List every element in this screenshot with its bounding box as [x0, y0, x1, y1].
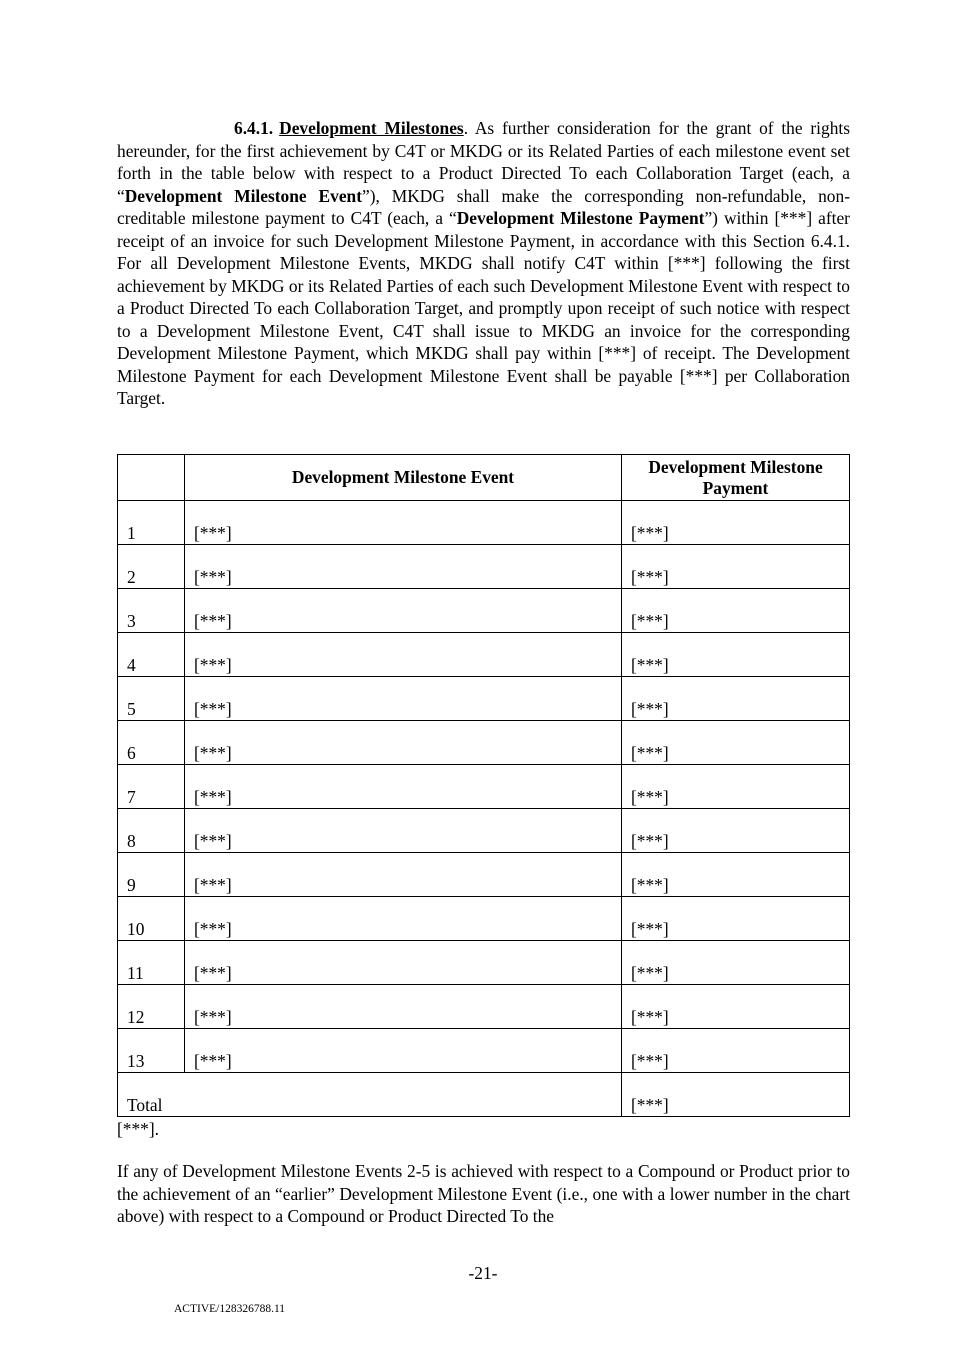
page-number: -21- [468, 1263, 498, 1283]
row-number: 1 [118, 501, 185, 545]
row-event: [***] [185, 633, 622, 677]
row-payment: [***] [622, 897, 850, 941]
table-total-row [118, 1073, 850, 1117]
table-row [118, 985, 850, 1029]
milestones-table [117, 454, 850, 1117]
row-payment: [***] [622, 941, 850, 985]
header-payment: Development Milestone Payment [622, 455, 850, 501]
paragraph-text: ”) within [***] after receipt of an invoice for such Development Milestone Payment, in accordance with this Section 6.4.1. For all Development Milestone Events, MKDG shall notify C4T within [***] following the first achievement by MKDG or its Related Parties of each such Development Milestone Event with respect to a Product Directed To each Collaboration Target, and promptly upon receipt of such notice with respect to a Development Milestone Event, C4T shall issue to MKDG an invoice for the corresponding Development Milestone Payment, which MKDG shall pay within [***] of receipt. The Development Milestone Payment for each Development Milestone Event shall be payable [***] per Collaboration Target. [117, 208, 850, 408]
row-payment: [***] [622, 677, 850, 721]
table-row [118, 589, 850, 633]
paragraph-text: ”), MKDG shall make the corresponding non-refundable, non-creditable milestone payment to C4T (each, a “ [117, 185, 850, 228]
table-row [118, 941, 850, 985]
table-row [118, 677, 850, 721]
section-number: 6.4.1. [234, 118, 274, 138]
row-number: 11 [118, 941, 185, 985]
table-row [118, 897, 850, 941]
row-payment: [***] [622, 501, 850, 545]
defined-term-payment: Development Milestone Payment [456, 208, 705, 228]
row-payment: [***] [622, 1029, 850, 1073]
row-event: [***] [185, 677, 622, 721]
row-event: [***] [185, 809, 622, 853]
row-event: [***] [185, 853, 622, 897]
table-row [118, 1029, 850, 1073]
row-number: 8 [118, 809, 185, 853]
row-event: [***] [185, 501, 622, 545]
table-body [118, 501, 850, 1117]
row-payment: [***] [622, 985, 850, 1029]
row-event: [***] [185, 545, 622, 589]
paragraph-text: . As further consideration for the grant of the rights hereunder, for the first achievement by C4T or MKDG or its Related Parties of each milestone event set forth in the table below with respect to a Product Directed To each Collaboration Target (each, a “ [117, 118, 850, 206]
row-event: [***] [185, 765, 622, 809]
header-event: Development Milestone Event [185, 455, 622, 501]
row-payment: [***] [622, 853, 850, 897]
row-payment: [***] [622, 809, 850, 853]
row-number: 4 [118, 633, 185, 677]
row-event: [***] [185, 897, 622, 941]
row-number: 9 [118, 853, 185, 897]
row-number: 12 [118, 985, 185, 1029]
table-header-row [118, 455, 850, 501]
row-event: [***] [185, 589, 622, 633]
table-row [118, 721, 850, 765]
section-paragraph [117, 117, 850, 410]
row-event: [***] [185, 941, 622, 985]
table-row [118, 545, 850, 589]
row-payment: [***] [622, 633, 850, 677]
row-number: 3 [118, 589, 185, 633]
table-row [118, 765, 850, 809]
redacted-note: [***]. [117, 1119, 160, 1139]
row-number: 6 [118, 721, 185, 765]
row-event: [***] [185, 721, 622, 765]
row-payment: [***] [622, 721, 850, 765]
row-event: [***] [185, 1029, 622, 1073]
row-payment: [***] [622, 589, 850, 633]
document-id: ACTIVE/128326788.11 [174, 1303, 286, 1315]
row-number: 13 [118, 1029, 185, 1073]
row-number: 10 [118, 897, 185, 941]
row-event: [***] [185, 985, 622, 1029]
row-payment: [***] [622, 765, 850, 809]
row-payment: [***] [622, 545, 850, 589]
paragraph-2: If any of Development Milestone Events 2-5 is achieved with respect to a Compound or Product prior to the achievement of an “earlier” Development Milestone Event (i.e., one with a lower number in the chart above) with respect to a Compound or Product Directed To the [117, 1161, 850, 1226]
table-row [118, 809, 850, 853]
table-row [118, 501, 850, 545]
row-number: 5 [118, 677, 185, 721]
defined-term-event: Development Milestone Event [124, 185, 363, 206]
section-title: Development Milestones [279, 118, 464, 138]
table-row [118, 853, 850, 897]
row-number: 7 [118, 765, 185, 809]
total-payment: [***] [622, 1073, 850, 1117]
header-number [118, 455, 185, 501]
total-label: Total [118, 1073, 622, 1117]
table-row [118, 633, 850, 677]
row-number: 2 [118, 545, 185, 589]
